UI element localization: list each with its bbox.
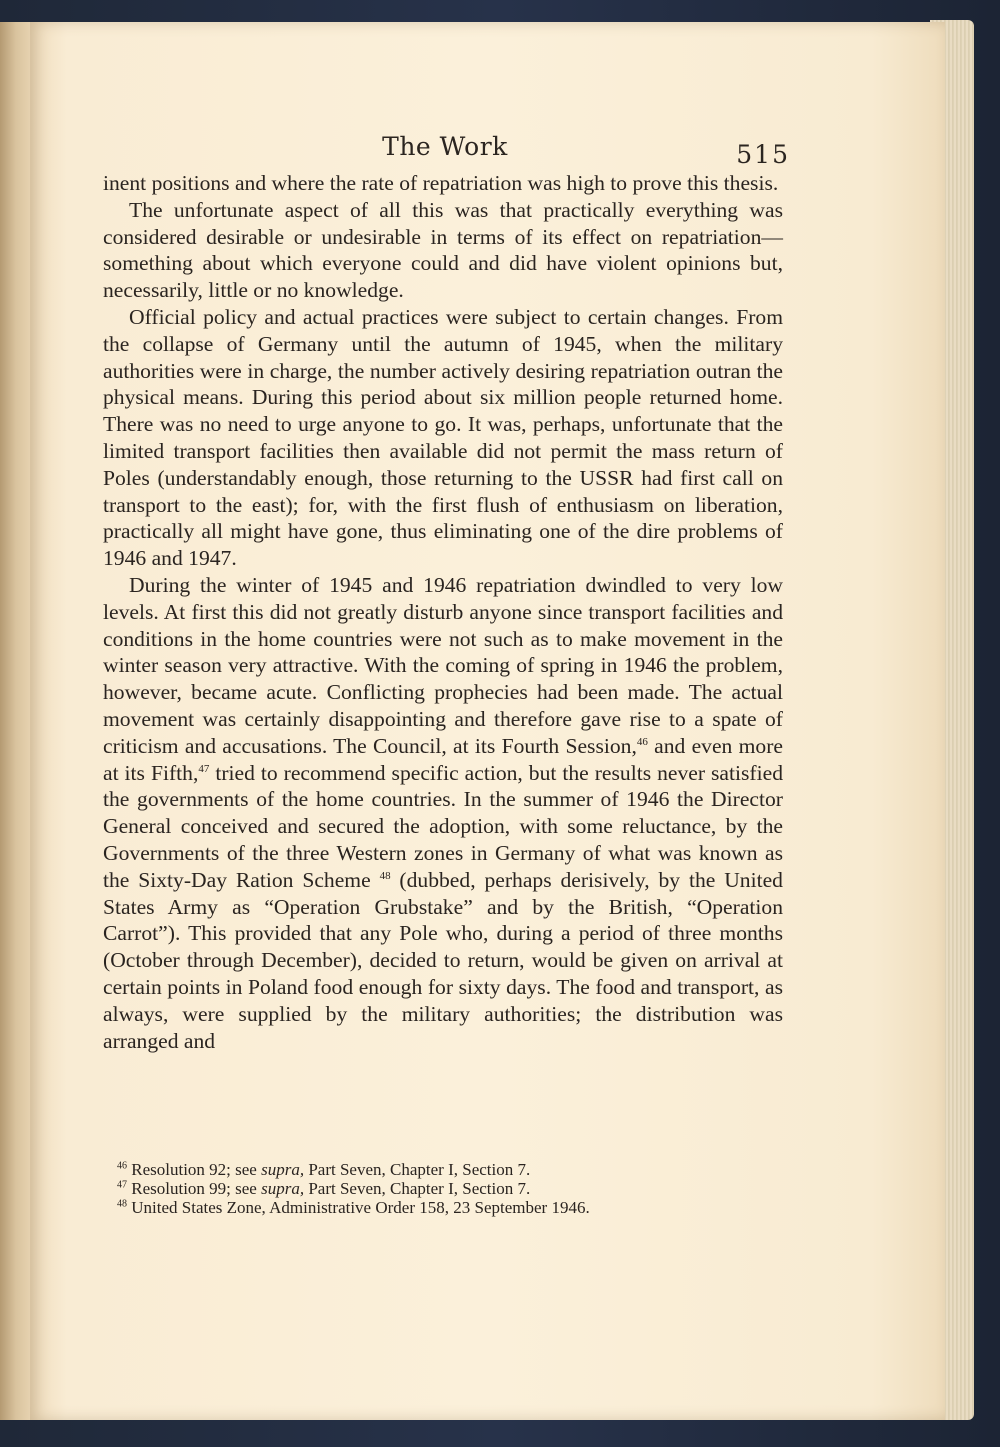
paragraph: Official policy and actual practices were subject to certain changes. From the collapse of Germany until the autumn of 1945, when the military authorities were in charge, the number actively desiring repatriation outran the physical means. During this period about six million people returned home. There was no need to urge anyone to go. It was, perhaps, unfortunate that the limited transport facilities then available did not permit the mass return of Poles (understandably enough, those returning to the USSR had first call on transport to the east); for, with the first flush of enthusiasm on liberation, practically all might have gone, thus eliminating one of the dire problems of 1946 and 1947.: [103, 304, 783, 571]
footnote: [103, 1160, 783, 1179]
footnote-text: Part Seven, Chapter I, Section 7.: [304, 1179, 531, 1198]
footnotes: [103, 1160, 783, 1217]
footnote-text: Resolution 99; see: [131, 1179, 262, 1198]
body-text: [103, 170, 783, 1054]
footnote-italic: supra,: [261, 1179, 305, 1198]
footnote: [103, 1179, 783, 1198]
footnote-number: 47: [117, 1179, 127, 1191]
footnote-ref: 46: [636, 735, 648, 748]
page-header: [100, 132, 790, 172]
paragraph-text: (dubbed, perhaps derisively, by the United States Army as “Operation Grubstake” and by the British, “Operation Carrot”). This provided that any Pole who, during a period of three months (October through December), decided to return, would be given on arrival at certain points in Poland food enough for sixty days. The food and transport, as always, were supplied by the military authorities; the distribution was arranged and: [103, 867, 783, 1053]
paragraph-text: During the winter of 1945 and 1946 repatriation dwindled to very low levels. At first this did not greatly disturb anyone since transport facilities and conditions in the home countries were not such as to make movement in the winter season very attractive. With the coming of spring in 1946 the problem, however, became acute. Conflicting prophecies had been made. The actual movement was certainly disappointing and therefore gave rise to a spate of criticism and accusations. The Council, at its Fourth Session,: [103, 572, 783, 758]
paragraph-text: tried to recommend specific action, but the results never satisfied the governments of the home countries. In the summer of 1946 the Director General conceived and secured the adoption, with some reluctance, by the Governments of the three Western zones in Germany of what was known as the Sixty-Day Ration Scheme: [103, 760, 783, 892]
running-head: The Work: [382, 132, 508, 161]
paragraph-continued: inent positions and where the rate of repatriation was high to prove this thesis.: [103, 171, 779, 195]
footnote-text: Part Seven, Chapter I, Section 7.: [304, 1160, 531, 1179]
paragraph-text: and even more at its Fifth,: [103, 733, 783, 785]
page-number: 515: [736, 140, 790, 169]
footnote-number: 46: [117, 1160, 127, 1172]
footnote: [103, 1198, 783, 1217]
footnote-text: Resolution 92; see: [131, 1160, 262, 1179]
footnote-ref: 47: [198, 762, 210, 775]
paragraph: The unfortunate aspect of all this was that practically everything was considered desirable or undesirable in terms of its effect on repatriation—something about which everyone could and did have violent opinions but, necessarily, little or no knowledge.: [103, 197, 783, 303]
footnote-italic: supra,: [261, 1160, 305, 1179]
footnote-number: 48: [117, 1198, 127, 1210]
footnote-text: United States Zone, Administrative Order 158, 23 September 1946.: [131, 1198, 590, 1217]
footnote-ref: 48: [379, 869, 391, 882]
paragraph: [103, 572, 783, 1054]
